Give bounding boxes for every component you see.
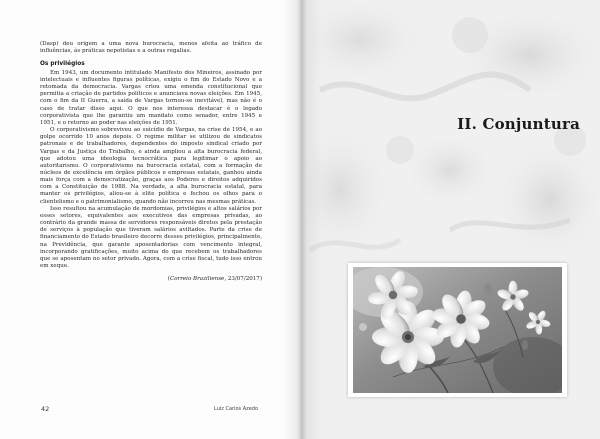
intro-paragraph: (Dasp) deu origem a uma nova burocracia, menos afeita ao tráfico de influências, às práticas nepotistas e a outras regalias. <box>40 41 262 55</box>
source-paren: ( <box>167 276 171 283</box>
source-date: , 23/07/2017) <box>224 276 262 283</box>
body-paragraph-1: Em 1943, um documento intitulado Manifesto dos Mineiros, assinado por intelectuais e influentes figuras políticas, exigiu o fim do Estado Novo e a retomada da democracia. Vargas criou uma emenda constitucional que permitia a criação de partidos políticos e anunciava novas eleições. Em 1945, com o fim da II Guerra, a saída de Vargas tornou-se inevitável, mas não é o caso de tratar disso aqui. O que nos interessa destacar é o legado corporativista que lhe garantiu um mandato como senador, entre 1945 e 1951, e o retorno ao poder nas eleições de 1951. <box>40 69 262 126</box>
running-footer: Luiz Carlos Azedo <box>214 406 259 412</box>
source-publication: Correio Braziliense <box>170 276 225 283</box>
body-text-column <box>40 41 262 283</box>
page-number: 42 <box>41 405 50 413</box>
cosmos-flowers-illustration <box>353 267 562 393</box>
section-title: II. Conjuntura <box>457 115 580 133</box>
book-gutter-shadow <box>282 0 322 439</box>
source-citation <box>40 276 262 283</box>
body-paragraph-3: Isso resultou na acumulação de mordomias, privilégios e altos salários por esses setores, equivalentes aos executivos das empresas privadas, ao contrário da grande massa de servidores responsáveis diretos pela prestação de serviços à população que tiveram salários aviltados. Parte da crise de financiamento do Estado brasileiro decorre desses privilégios, principalmente, na Previdência, que garante aposentadorias com vencimento integral, incorporando gratificações, muito acima do que recebem os trabalhadores que se aposentam no setor privado. Agora, com a crise fiscal, tudo isso entrou em xeque. <box>40 205 262 270</box>
body-paragraph-2: O corporativismo sobreviveu ao suicídio de Vargas, na crise de 1954, e ao golpe ocorrido 10 anos depois. O regime militar se utilizou de sindicatos patronais e de trabalhadores, dependentes do imposto sindical criado por Vargas e da Justiça do Trabalho, e ainda ampliou a alta burocracia federal, que adotou uma ideologia tecnocrática para legitimar o apoio ao autoritarismo. O corporativismo na burocracia estatal, com a formação de núcleos de excelência em órgãos públicos e empresas estatais, ganhou ainda mais força com a democratização, graças aos Poderes e direitos adquiridos com a Constituição de 1988. Na verdade, a alta burocracia estatal, para manter os privilégios, aliou-se à elite política e fechou os olhos para o clientelismo e o patrimonialismo, quando não incorreu nas mesmas práticas. <box>40 127 262 205</box>
section-heading: Os privilégios <box>40 61 85 68</box>
illustration-frame <box>348 263 567 397</box>
right-page <box>300 0 600 439</box>
